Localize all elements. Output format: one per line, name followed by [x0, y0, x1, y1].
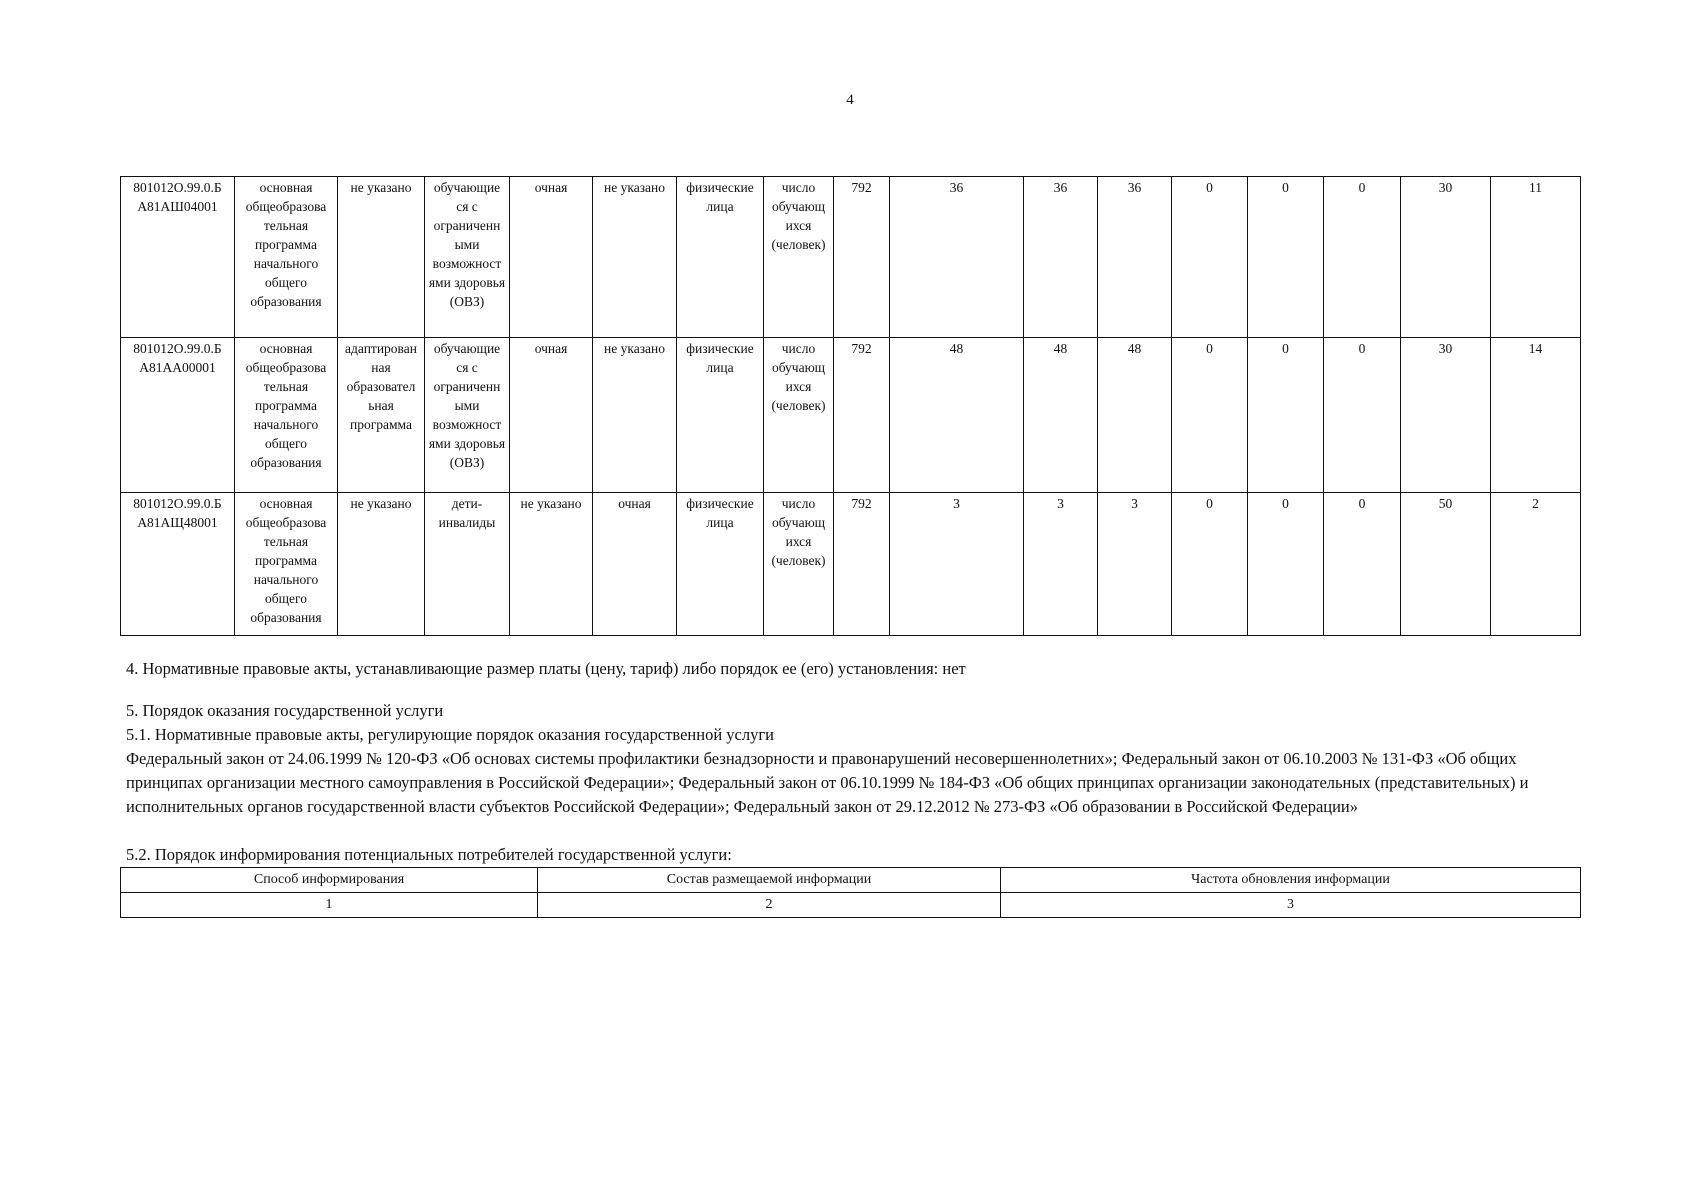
condition-cell: не указано	[593, 338, 677, 493]
value-cell: 0	[1172, 338, 1248, 493]
okei-cell: 792	[834, 338, 890, 493]
value-cell: 50	[1401, 493, 1491, 636]
condition-cell: очная	[510, 177, 593, 338]
content-cell: основная общеобразова тельная программа начального общего образования	[235, 177, 338, 338]
category-cell: физические лица	[677, 177, 764, 338]
registry-code-cell: 801012О.99.0.Б А81АА00001	[121, 338, 235, 493]
header-method: Способ информирования	[121, 868, 538, 893]
condition-cell: очная	[593, 493, 677, 636]
column-number: 3	[1001, 893, 1581, 918]
indicator-cell: число обучающ ихся (человек)	[764, 338, 834, 493]
content-cell: основная общеобразова тельная программа начального общего образования	[235, 338, 338, 493]
condition-cell: не указано	[510, 493, 593, 636]
content-cell: обучающие ся с ограниченн ыми возможност ями здоровья (ОВЗ)	[425, 338, 510, 493]
section-4-fees: 4. Нормативные правовые акты, устанавливающие размер платы (цену, тариф) либо порядок ее (его) установления: нет	[126, 659, 966, 678]
value-cell: 48	[1098, 338, 1172, 493]
section-5-heading: 5. Порядок оказания государственной услуги	[126, 701, 444, 720]
section-5-1-laws: Федеральный закон от 24.06.1999 № 120-ФЗ «Об основах системы профилактики безнадзорности и правонарушений несовершеннолетних»; Федеральный закон от 06.10.2003 № 131-ФЗ «Об общих принципах организации местного самоуправления в Российской Федерации»; Федеральный закон от 06.10.1999 № 184-ФЗ «Об общих принципах организации законодательных (представительных) и исполнительных органов государственной власти субъектов Российской Федерации»; Федеральный закон от 29.12.2012 № 273-ФЗ «Об образовании в Российской Федерации»	[126, 749, 1529, 816]
okei-cell: 792	[834, 177, 890, 338]
value-cell: 0	[1172, 493, 1248, 636]
content-cell: не указано	[338, 177, 425, 338]
column-number: 2	[538, 893, 1001, 918]
content-cell: не указано	[338, 493, 425, 636]
value-cell: 0	[1248, 338, 1324, 493]
value-cell: 0	[1172, 177, 1248, 338]
registry-code-cell: 801012О.99.0.Б А81АЩ48001	[121, 493, 235, 636]
value-cell: 0	[1248, 177, 1324, 338]
table-header-row	[121, 868, 1581, 893]
content-cell: адаптирован ная образовател ьная программа	[338, 338, 425, 493]
services-table	[120, 176, 1581, 636]
category-cell: физические лица	[677, 338, 764, 493]
content-cell: обучающие ся с ограниченн ыми возможност ями здоровья (ОВЗ)	[425, 177, 510, 338]
content-cell: основная общеобразова тельная программа начального общего образования	[235, 493, 338, 636]
registry-code-cell: 801012О.99.0.Б А81АШ04001	[121, 177, 235, 338]
value-cell: 14	[1491, 338, 1581, 493]
table-row	[121, 893, 1581, 918]
indicator-cell: число обучающ ихся (человек)	[764, 177, 834, 338]
value-cell: 0	[1324, 338, 1401, 493]
value-cell: 0	[1324, 493, 1401, 636]
value-cell: 36	[890, 177, 1024, 338]
value-cell: 11	[1491, 177, 1581, 338]
table-row	[121, 338, 1581, 493]
indicator-cell: число обучающ ихся (человек)	[764, 493, 834, 636]
value-cell: 3	[1098, 493, 1172, 636]
value-cell: 36	[1098, 177, 1172, 338]
condition-cell: очная	[510, 338, 593, 493]
value-cell: 48	[890, 338, 1024, 493]
value-cell: 36	[1024, 177, 1098, 338]
content-cell: дети- инвалиды	[425, 493, 510, 636]
column-number: 1	[121, 893, 538, 918]
section-5-2-heading: 5.2. Порядок информирования потенциальных потребителей государственной услуги:	[126, 845, 732, 864]
value-cell: 3	[1024, 493, 1098, 636]
value-cell: 30	[1401, 177, 1491, 338]
value-cell: 3	[890, 493, 1024, 636]
information-table	[120, 867, 1581, 918]
page-number: 4	[846, 92, 854, 108]
table-row	[121, 493, 1581, 636]
category-cell: физические лица	[677, 493, 764, 636]
table-row	[121, 177, 1581, 338]
header-content: Состав размещаемой информации	[538, 868, 1001, 893]
value-cell: 48	[1024, 338, 1098, 493]
condition-cell: не указано	[593, 177, 677, 338]
okei-cell: 792	[834, 493, 890, 636]
value-cell: 2	[1491, 493, 1581, 636]
header-frequency: Частота обновления информации	[1001, 868, 1581, 893]
value-cell: 30	[1401, 338, 1491, 493]
value-cell: 0	[1324, 177, 1401, 338]
value-cell: 0	[1248, 493, 1324, 636]
section-5-1-heading: 5.1. Нормативные правовые акты, регулирующие порядок оказания государственной услуги	[126, 725, 774, 744]
